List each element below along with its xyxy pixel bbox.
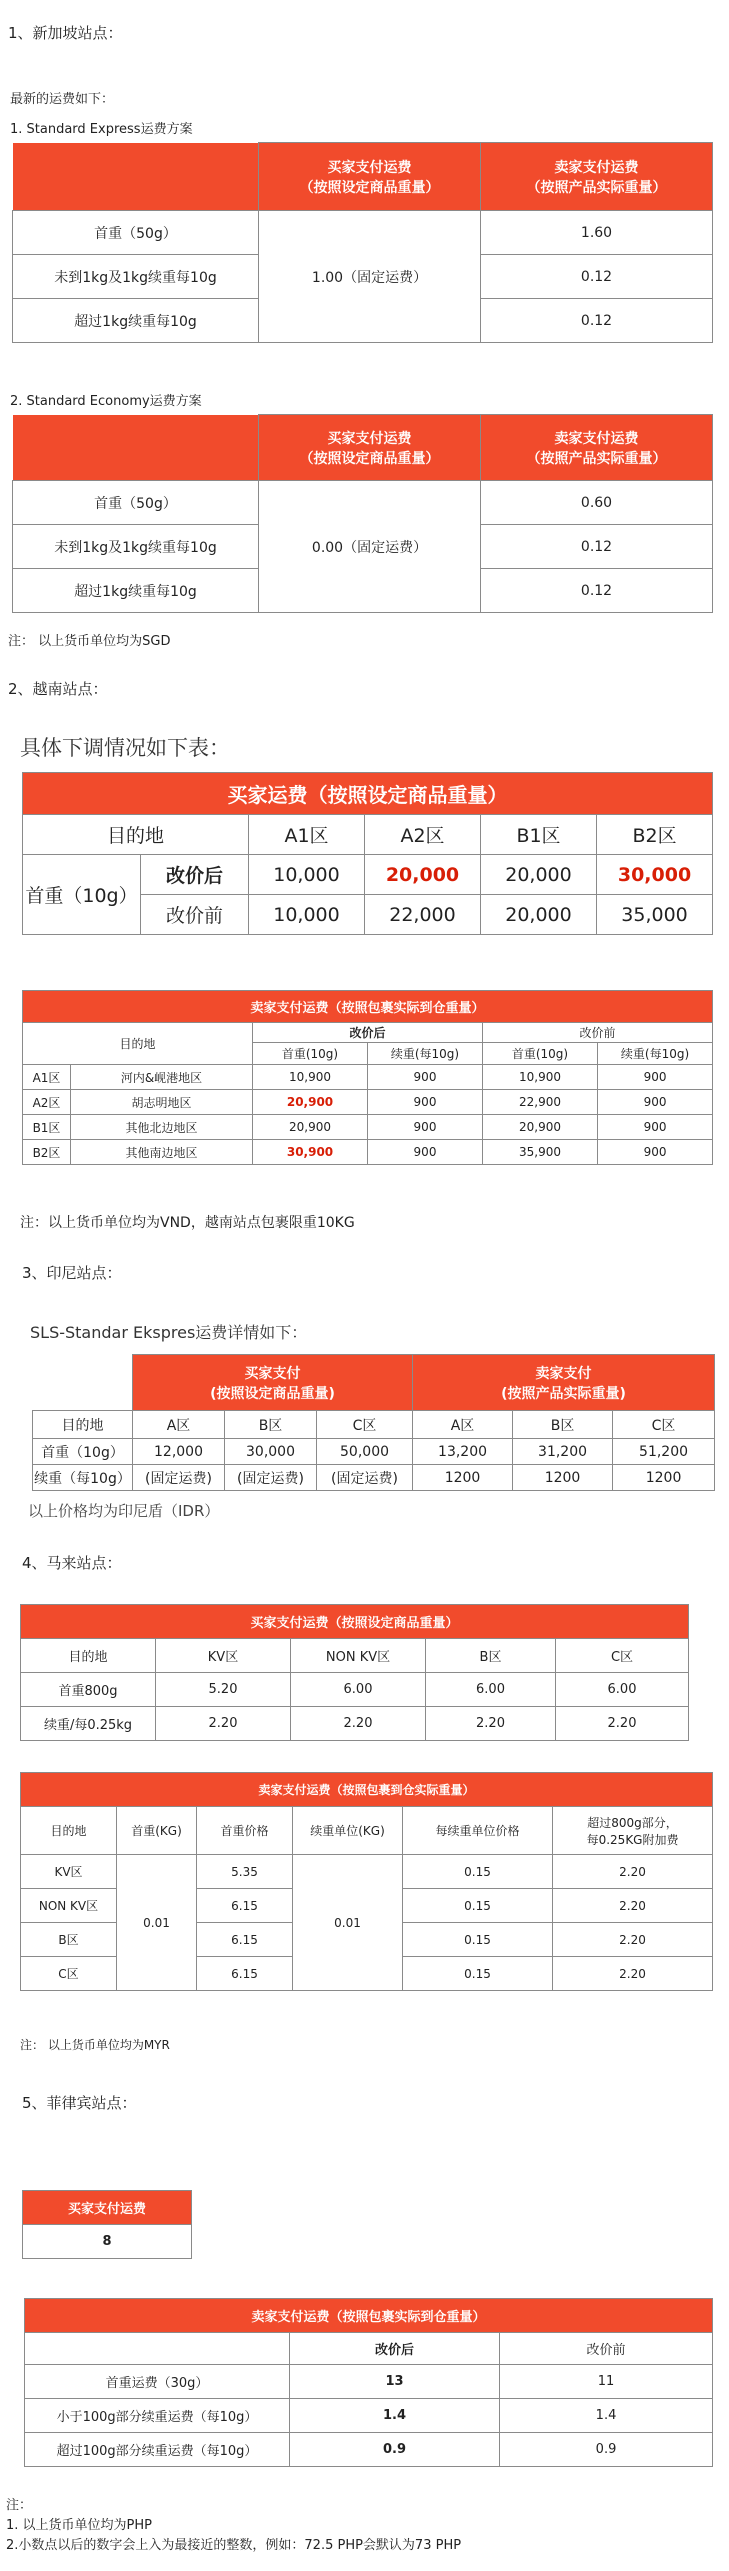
sg-heading: 1、新加坡站点： [8,24,123,42]
seller-header-line2: (按照产品实际重量) [501,1385,626,1402]
zone-header: A1区 [249,815,365,855]
surcharge-line2: 每0.25KG附加费 [586,1832,679,1847]
surcharge: 2.20 [553,1923,713,1957]
my-heading: 4、马来站点： [22,1554,122,1572]
before-header: 改价前 [500,2333,713,2365]
price: 22,000 [365,895,481,935]
col-header: 目的地 [21,1807,117,1855]
zone: NON KV区 [21,1889,117,1923]
price: 900 [368,1090,483,1115]
price: 35,900 [483,1140,598,1165]
unit-price: 0.15 [403,1923,553,1957]
col-header-surcharge [553,1807,713,1855]
buyer-header-line2: (按照设定商品重量) [210,1385,335,1402]
before-value: 1.4 [500,2399,713,2433]
seller-fee: 0.12 [481,255,713,299]
zone: C区 [21,1957,117,1991]
dest-header: 目的地 [23,1023,253,1065]
after-label: 改价后 [141,855,249,895]
blank-header [25,2333,290,2365]
area: 胡志明地区 [71,1090,253,1115]
my-note: 注： 以上货币单位均为MYR [20,2038,170,2052]
price: 20,000 [481,855,597,895]
seller-header-line2: （按照产品实际重量） [526,179,667,196]
zone: B2区 [23,1140,71,1165]
price: 6.15 [197,1889,293,1923]
price: 10,000 [249,855,365,895]
zone-header: B区 [513,1411,613,1439]
row-label: 超过1kg续重每10g [13,569,259,613]
seller-fee: 1.60 [481,211,713,255]
buyer-header-line1: 买家支付运费 [327,430,412,447]
price: 2.20 [156,1707,291,1741]
vn-seller-title: 卖家支付运费（按照包裹实际到仓重量） [23,991,713,1023]
col-header: KV区 [156,1639,291,1673]
row-label: 首重运费（30g） [25,2365,290,2399]
price: 10,900 [253,1065,368,1090]
sg-express-seller-header [481,143,713,211]
fixed-fee-note: (固定运费) [225,1465,317,1491]
first-weight-header: 首重(10g) [483,1043,598,1065]
price: 1200 [613,1465,715,1491]
area: 其他南边地区 [71,1140,253,1165]
sg-economy-title: 2. Standard Economy运费方案 [10,394,202,409]
seller-fee: 0.12 [481,569,713,613]
seller-fee: 0.12 [481,299,713,343]
vn-note: 注：以上货币单位均为VND，越南站点包裹限重10KG [20,1215,355,1231]
first-weight-header: 首重(10g) [253,1043,368,1065]
buyer-header-line2: （按照设定商品重量） [299,450,440,467]
surcharge: 2.20 [553,1889,713,1923]
price: 22,900 [483,1090,598,1115]
price: 6.15 [197,1957,293,1991]
sg-express-table [12,142,713,343]
price: 2.20 [556,1707,689,1741]
dest-header: 目的地 [23,815,249,855]
buyer-fixed-fee: 0.00（固定运费） [259,481,481,613]
price: 6.00 [291,1673,426,1707]
ph-note-2: 2.小数点以后的数字会上入为最接近的整数，例如：72.5 PHP会默认为73 PHP [6,2538,462,2553]
seller-fee: 0.60 [481,481,713,525]
price-changed: 20,000 [365,855,481,895]
price: 900 [598,1065,713,1090]
my-seller-title: 卖家支付运费（按照包裹到仓实际重量） [21,1773,713,1807]
price: 1200 [513,1465,613,1491]
cont-weight-header: 续重(每10g) [598,1043,713,1065]
seller-header-line2: （按照产品实际重量） [526,450,667,467]
id-rate-table [32,1354,715,1491]
price: 20,900 [483,1115,598,1140]
ph-buyer-table [22,2190,192,2259]
after-header: 改价后 [290,2333,500,2365]
sg-economy-seller-header [481,415,713,481]
id-heading: 3、印尼站点： [22,1264,122,1282]
row-label: 超过100g部分续重运费（每10g） [25,2433,290,2467]
price: 900 [368,1140,483,1165]
row-label: 首重（50g） [13,481,259,525]
col-header: 每续重单位价格 [403,1807,553,1855]
ph-note-1: 1. 以上货币单位均为PHP [6,2518,152,2533]
col-header: 目的地 [21,1639,156,1673]
price: 6.00 [426,1673,556,1707]
zone: B1区 [23,1115,71,1140]
row-label: 未到1kg及1kg续重每10g [13,255,259,299]
zone-header: A区 [413,1411,513,1439]
row-label: 未到1kg及1kg续重每10g [13,525,259,569]
surcharge: 2.20 [553,1855,713,1889]
vn-intro: 具体下调情况如下表： [20,736,230,760]
after-value: 1.4 [290,2399,500,2433]
price: 2.20 [426,1707,556,1741]
sg-note: 注： 以上货币单位均为SGD [8,634,171,649]
price: 10,900 [483,1065,598,1090]
zone-header: C区 [613,1411,715,1439]
col-header: 续重单位(KG) [293,1807,403,1855]
buyer-header-line1: 买家支付运费 [327,159,412,176]
seller-header-line1: 卖家支付 [535,1365,592,1382]
fixed-fee-note: (固定运费) [133,1465,225,1491]
id-note: 以上价格均为印尼盾（IDR） [28,1502,220,1520]
first-kg: 0.01 [117,1855,197,1991]
cont-weight-label: 续重（每10g） [33,1465,133,1491]
buyer-header-line2: （按照设定商品重量） [299,179,440,196]
ph-seller-title: 卖家支付运费（按照包裹实际到仓重量） [25,2299,713,2333]
vn-seller-table [22,990,713,1165]
price: 12,000 [133,1439,225,1465]
id-corner-cell [33,1355,133,1411]
zone-header: A2区 [365,815,481,855]
seller-header-line1: 卖家支付运费 [554,159,639,176]
vn-heading: 2、越南站点： [8,680,108,698]
row-label: 首重800g [21,1673,156,1707]
row-label: 首重（50g） [13,211,259,255]
ph-buyer-value: 8 [23,2225,192,2259]
id-buyer-header [133,1355,413,1411]
price: 900 [368,1065,483,1090]
before-value: 11 [500,2365,713,2399]
col-header: 首重(KG) [117,1807,197,1855]
zone: KV区 [21,1855,117,1889]
after-value: 13 [290,2365,500,2399]
unit-price: 0.15 [403,1855,553,1889]
my-buyer-table [20,1604,689,1741]
ph-heading: 5、菲律宾站点： [22,2094,137,2112]
buyer-header-line1: 买家支付 [244,1365,301,1382]
sg-corner-cell [13,415,259,481]
price: 6.15 [197,1923,293,1957]
zone-header: B1区 [481,815,597,855]
price: 31,200 [513,1439,613,1465]
vn-buyer-table [22,772,713,935]
id-intro: SLS-Standar Ekspres运费详情如下： [30,1323,308,1342]
col-header: 首重价格 [197,1807,293,1855]
col-header: B区 [426,1639,556,1673]
zone: A1区 [23,1065,71,1090]
price: 5.20 [156,1673,291,1707]
before-header: 改价前 [483,1023,713,1043]
price: 35,000 [597,895,713,935]
before-label: 改价前 [141,895,249,935]
zone-header: B区 [225,1411,317,1439]
price: 900 [598,1140,713,1165]
col-header: C区 [556,1639,689,1673]
surcharge: 2.20 [553,1957,713,1991]
price-changed: 20,900 [253,1090,368,1115]
row-label: 续重/每0.25kg [21,1707,156,1741]
zone-header: B2区 [597,815,713,855]
zone: B区 [21,1923,117,1957]
my-seller-table [20,1772,713,1991]
zone: A2区 [23,1090,71,1115]
after-header: 改价后 [253,1023,483,1043]
price: 20,000 [481,895,597,935]
buyer-fixed-fee: 1.00（固定运费） [259,211,481,343]
ph-seller-table [24,2298,713,2467]
dest-header: 目的地 [33,1411,133,1439]
unit-price: 0.15 [403,1889,553,1923]
price: 50,000 [317,1439,413,1465]
unit-price: 0.15 [403,1957,553,1991]
price: 900 [368,1115,483,1140]
ph-buyer-title: 买家支付运费 [23,2191,192,2225]
price: 13,200 [413,1439,513,1465]
vn-buyer-title: 买家运费（按照设定商品重量） [23,773,713,815]
after-value: 0.9 [290,2433,500,2467]
my-buyer-title: 买家支付运费（按照设定商品重量） [21,1605,689,1639]
col-header: NON KV区 [291,1639,426,1673]
before-value: 0.9 [500,2433,713,2467]
area: 其他北边地区 [71,1115,253,1140]
price-changed: 30,900 [253,1140,368,1165]
cont-kg: 0.01 [293,1855,403,1991]
area: 河内&岘港地区 [71,1065,253,1090]
price: 900 [598,1115,713,1140]
sg-express-buyer-header [259,143,481,211]
zone-header: A区 [133,1411,225,1439]
sg-economy-buyer-header [259,415,481,481]
sg-corner-cell [13,143,259,211]
price: 1200 [413,1465,513,1491]
seller-header-line1: 卖家支付运费 [554,430,639,447]
sg-intro: 最新的运费如下： [10,92,115,107]
ph-note-title: 注： [6,2498,33,2513]
price: 10,000 [249,895,365,935]
sg-express-title: 1. Standard Express运费方案 [10,122,193,137]
row-label: 超过1kg续重每10g [13,299,259,343]
id-seller-header [413,1355,715,1411]
cont-weight-header: 续重(每10g) [368,1043,483,1065]
first-weight-label: 首重（10g） [23,855,141,935]
price: 2.20 [291,1707,426,1741]
price: 5.35 [197,1855,293,1889]
sg-economy-table [12,414,713,613]
price: 30,000 [225,1439,317,1465]
price: 20,900 [253,1115,368,1140]
zone-header: C区 [317,1411,413,1439]
row-label: 小于100g部分续重运费（每10g） [25,2399,290,2433]
price: 51,200 [613,1439,715,1465]
seller-fee: 0.12 [481,525,713,569]
price: 6.00 [556,1673,689,1707]
price: 900 [598,1090,713,1115]
price-changed: 30,000 [597,855,713,895]
fixed-fee-note: (固定运费) [317,1465,413,1491]
surcharge-line1: 超过800g部分， [587,1815,678,1830]
first-weight-label: 首重（10g） [33,1439,133,1465]
